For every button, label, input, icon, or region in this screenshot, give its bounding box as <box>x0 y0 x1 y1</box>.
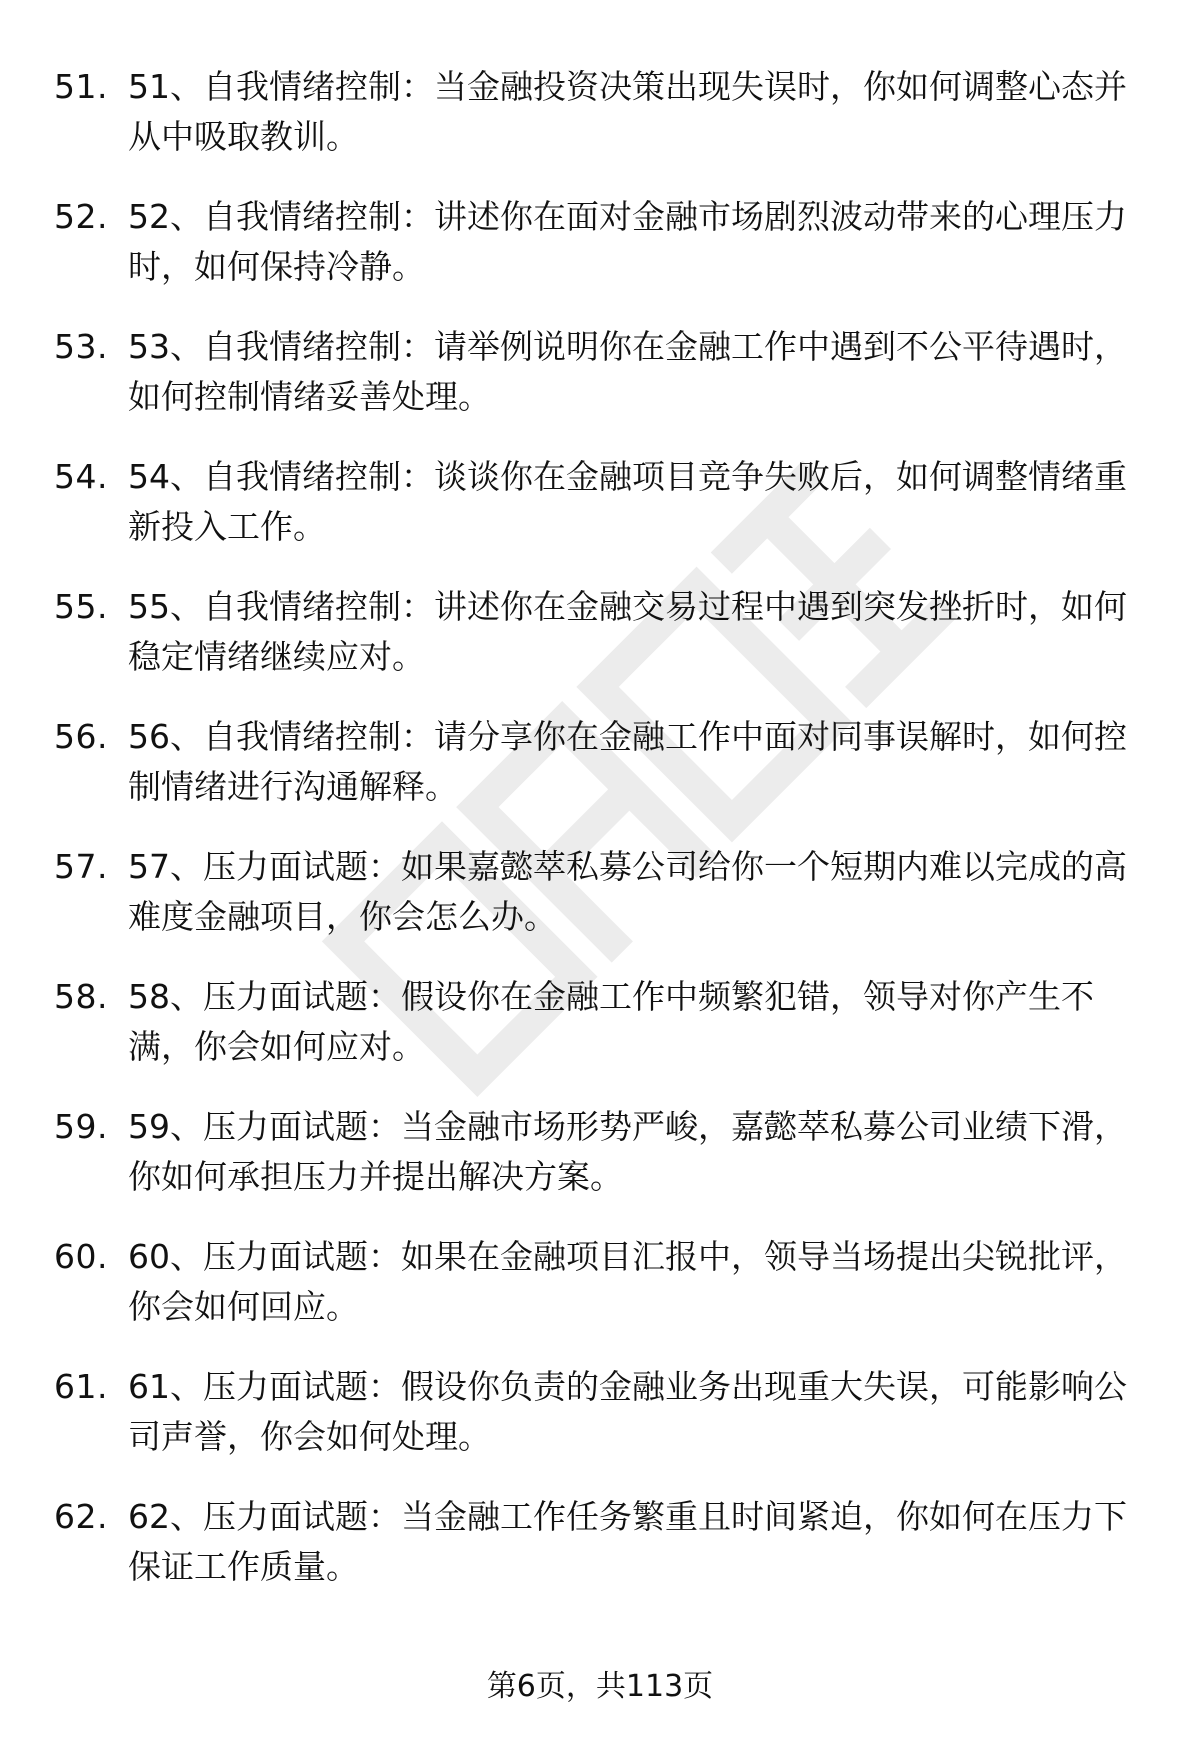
page-footer: 第6页，共113页 <box>486 1669 714 1704</box>
list-item <box>0 192 1200 322</box>
list-item <box>0 1492 1200 1622</box>
list-item-number: 62. <box>54 1497 108 1536</box>
list-item <box>0 842 1200 972</box>
list-item-text: 61、压力面试题：假设你负责的金融业务出现重大失误，可能影响公司声誉，你会如何处理。 <box>128 1367 1127 1456</box>
list-item <box>0 62 1200 192</box>
list-item-number: 54. <box>54 457 108 496</box>
list-item-text: 62、压力面试题：当金融工作任务繁重且时间紧迫，你如何在压力下保证工作质量。 <box>128 1497 1127 1586</box>
list-item <box>0 452 1200 582</box>
list-item-number: 53. <box>54 327 108 366</box>
question-list <box>0 62 1200 1622</box>
list-item-number: 56. <box>54 717 108 756</box>
list-item-number: 61. <box>54 1367 108 1406</box>
list-item <box>0 1362 1200 1492</box>
list-item <box>0 1232 1200 1362</box>
list-item-number: 60. <box>54 1237 108 1276</box>
list-item-number: 52. <box>54 197 108 236</box>
list-item <box>0 972 1200 1102</box>
list-item-text: 51、自我情绪控制：当金融投资决策出现失误时，你如何调整心态并从中吸取教训。 <box>128 67 1127 156</box>
list-item <box>0 322 1200 452</box>
list-item-text: 52、自我情绪控制：讲述你在面对金融市场剧烈波动带来的心理压力时，如何保持冷静。 <box>128 197 1127 286</box>
list-item <box>0 1102 1200 1232</box>
list-item-number: 55. <box>54 587 108 626</box>
list-item-text: 53、自我情绪控制：请举例说明你在金融工作中遇到不公平待遇时，如何控制情绪妥善处理。 <box>128 327 1127 416</box>
list-item-text: 58、压力面试题：假设你在金融工作中频繁犯错，领导对你产生不满，你会如何应对。 <box>128 977 1094 1066</box>
list-item-number: 57. <box>54 847 108 886</box>
list-item-text: 59、压力面试题：当金融市场形势严峻，嘉懿萃私募公司业绩下滑，你如何承担压力并提出解决方案。 <box>128 1107 1127 1196</box>
list-item-text: 60、压力面试题：如果在金融项目汇报中，领导当场提出尖锐批评，你会如何回应。 <box>128 1237 1127 1326</box>
list-item-text: 57、压力面试题：如果嘉懿萃私募公司给你一个短期内难以完成的高难度金融项目，你会怎么办。 <box>128 847 1127 936</box>
list-item-number: 59. <box>54 1107 108 1146</box>
list-item-text: 56、自我情绪控制：请分享你在金融工作中面对同事误解时，如何控制情绪进行沟通解释。 <box>128 717 1127 806</box>
list-item-text: 55、自我情绪控制：讲述你在金融交易过程中遇到突发挫折时，如何稳定情绪继续应对。 <box>128 587 1127 676</box>
list-item-text: 54、自我情绪控制：谈谈你在金融项目竞争失败后，如何调整情绪重新投入工作。 <box>128 457 1127 546</box>
list-item-number: 51. <box>54 67 108 106</box>
list-item-number: 58. <box>54 977 108 1016</box>
list-item <box>0 712 1200 842</box>
list-item <box>0 582 1200 712</box>
